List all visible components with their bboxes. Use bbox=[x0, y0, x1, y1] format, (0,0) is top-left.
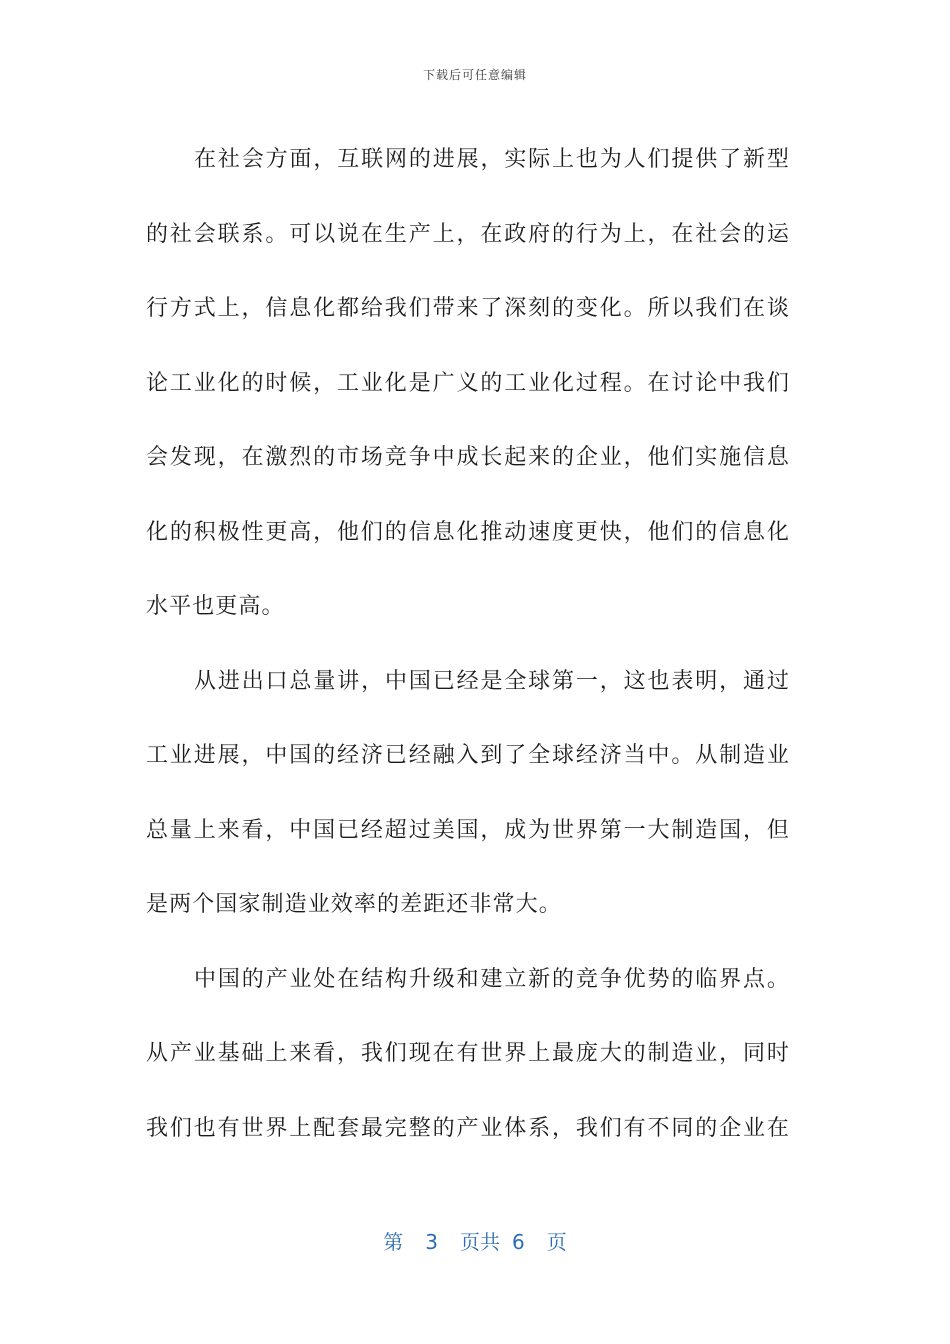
footer-total-pages: 6 bbox=[512, 1230, 525, 1254]
text-line: 的社会联系。可以说在生产上，在政府的行为上，在社会的运 bbox=[146, 221, 790, 247]
header-note: 下载后可任意编辑 bbox=[422, 68, 527, 82]
footer-current-page: 3 bbox=[425, 1230, 438, 1254]
body-text bbox=[146, 123, 790, 1166]
text-line: 行方式上，信息化都给我们带来了深刻的变化。所以我们在谈 bbox=[146, 296, 790, 321]
footer-prefix: 第 bbox=[383, 1230, 404, 1254]
text-line: 会发现，在激烈的市场竞争中成长起来的企业，他们实施信息 bbox=[146, 445, 790, 470]
paragraph-1 bbox=[146, 123, 790, 645]
text-line: 总量上来看，中国已经超过美国，成为世界第一大制造国，但 bbox=[146, 817, 790, 843]
text-line: 是两个国家制造业效率的差距还非常大。 bbox=[146, 892, 562, 917]
text-line: 水平也更高。 bbox=[146, 594, 285, 619]
text-line: 论工业化的时候，工业化是广义的工业化过程。在讨论中我们 bbox=[146, 370, 790, 396]
text-line: 从进出口总量讲，中国已经是全球第一，这也表明，通过 bbox=[194, 668, 790, 694]
paragraph-3 bbox=[146, 943, 790, 1167]
paragraph-2 bbox=[146, 645, 790, 943]
text-line: 在社会方面，互联网的进展，实际上也为人们提供了新型 bbox=[194, 147, 790, 172]
footer-suffix: 页 bbox=[546, 1230, 567, 1254]
page-number-footer bbox=[0, 1226, 950, 1255]
text-line: 从产业基础上来看，我们现在有世界上最庞大的制造业，同时 bbox=[146, 1041, 790, 1066]
text-line: 我们也有世界上配套最完整的产业体系，我们有不同的企业在 bbox=[146, 1115, 790, 1141]
text-line: 化的积极性更高，他们的信息化推动速度更快，他们的信息化 bbox=[146, 519, 790, 545]
text-line: 工业进展，中国的经济已经融入到了全球经济当中。从制造业 bbox=[146, 743, 790, 768]
footer-middle: 页共 bbox=[460, 1230, 500, 1254]
text-line: 中国的产业处在结构升级和建立新的竞争优势的临界点。 bbox=[194, 966, 790, 992]
